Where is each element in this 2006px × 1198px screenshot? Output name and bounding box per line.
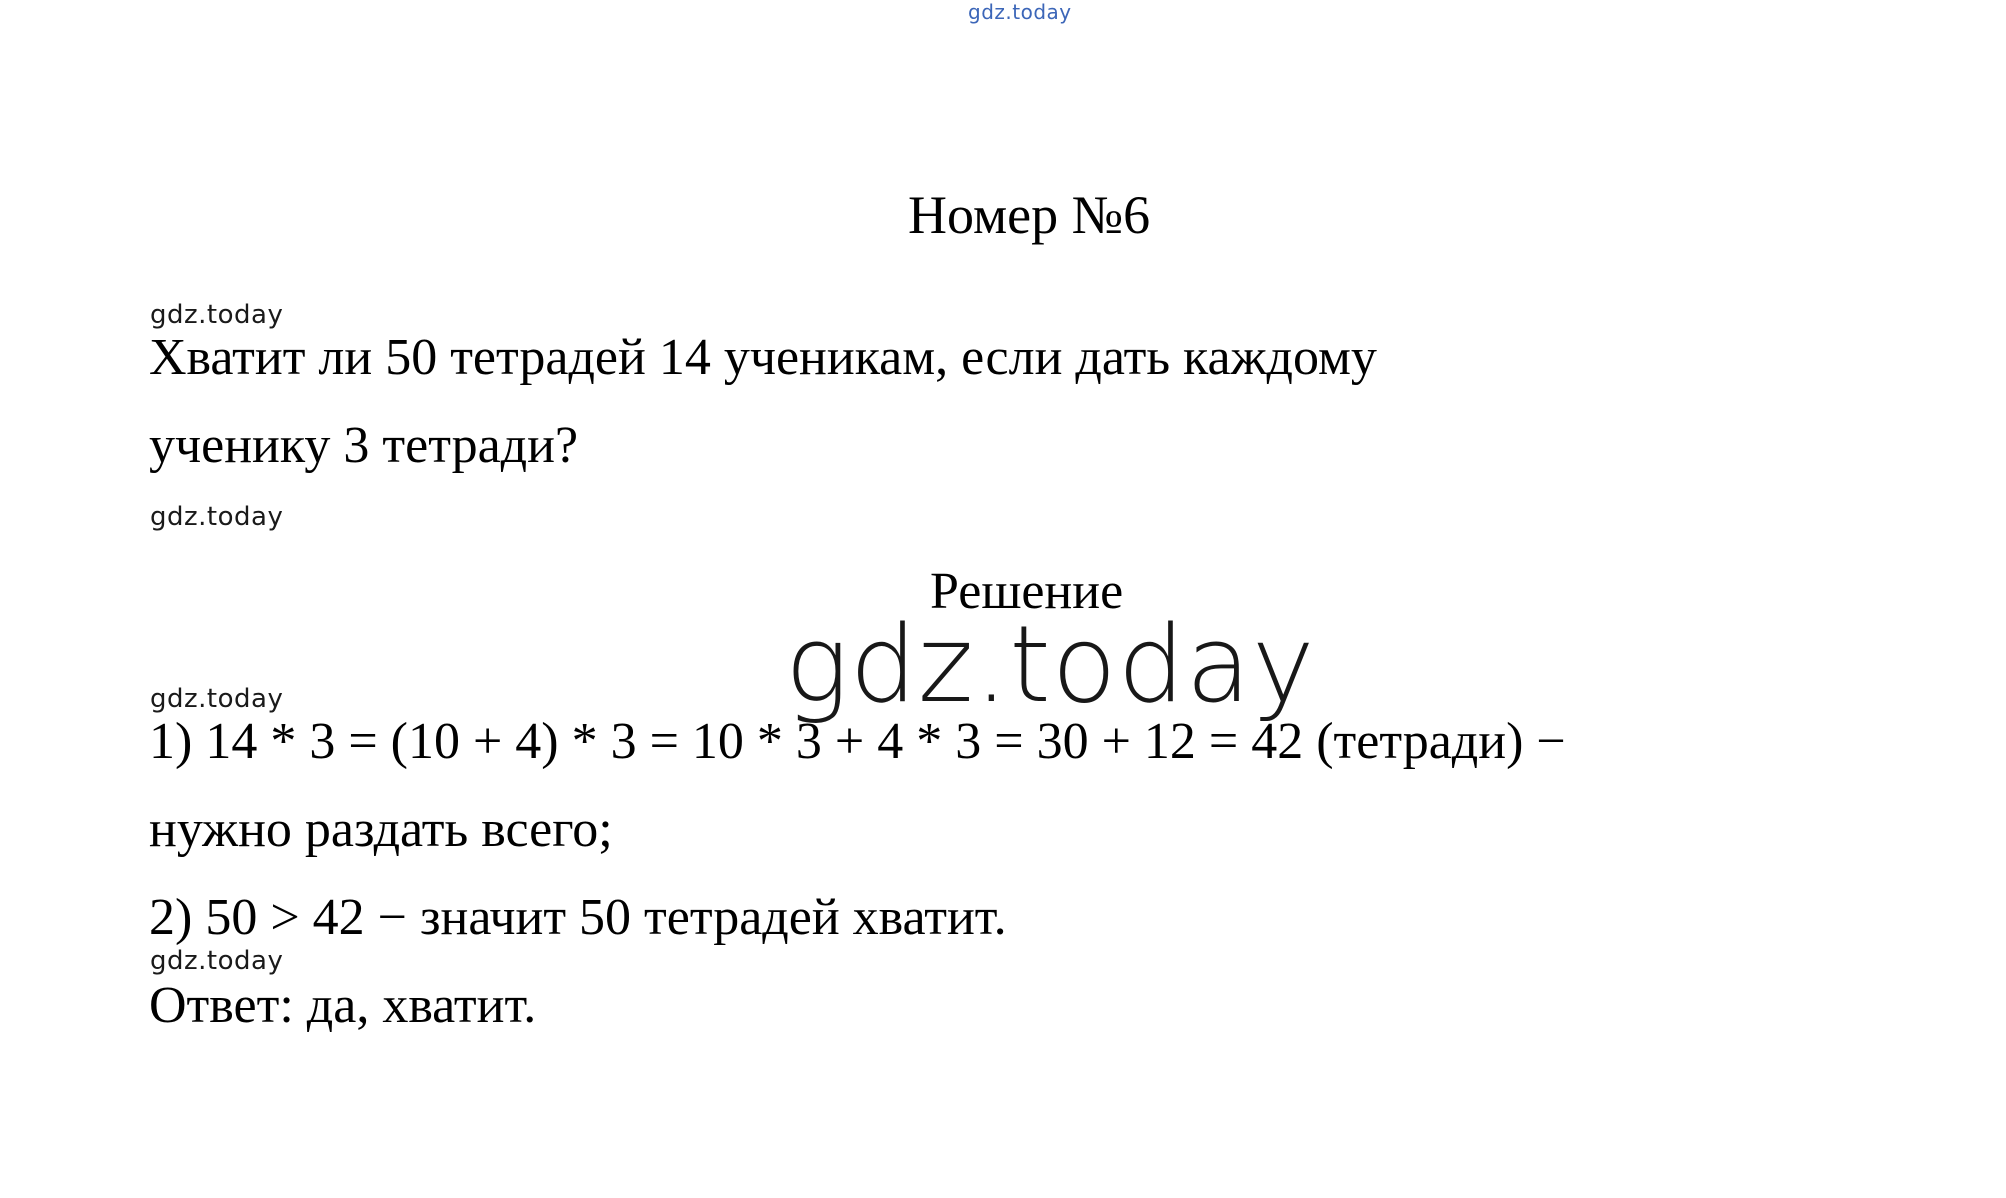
page-title: Номер №6 [908,185,1151,245]
watermark-top: gdz.today [968,0,1072,24]
solution-heading: Решение [930,563,1124,620]
solution-step-1-line-1: 1) 14 * 3 = (10 + 4) * 3 = 10 * 3 + 4 * 3 = 30 + 12 = 42 (тетради) − [149,713,1566,770]
watermark-label-2: gdz.today [150,502,284,532]
watermark-label-3: gdz.today [150,684,284,714]
watermark-label-4: gdz.today [150,946,284,976]
watermark-label-1: gdz.today [150,300,284,330]
watermark-large: gdz.today [785,603,1316,726]
task-line-1: Хватит ли 50 тетрадей 14 ученикам, если дать каждому [149,329,1377,386]
solution-step-2: 2) 50 > 42 − значит 50 тетрадей хватит. [149,889,1007,946]
answer-line: Ответ: да, хватит. [149,977,537,1034]
solution-step-1-line-2: нужно раздать всего; [149,801,613,858]
task-line-2: ученику 3 тетради? [149,417,579,474]
